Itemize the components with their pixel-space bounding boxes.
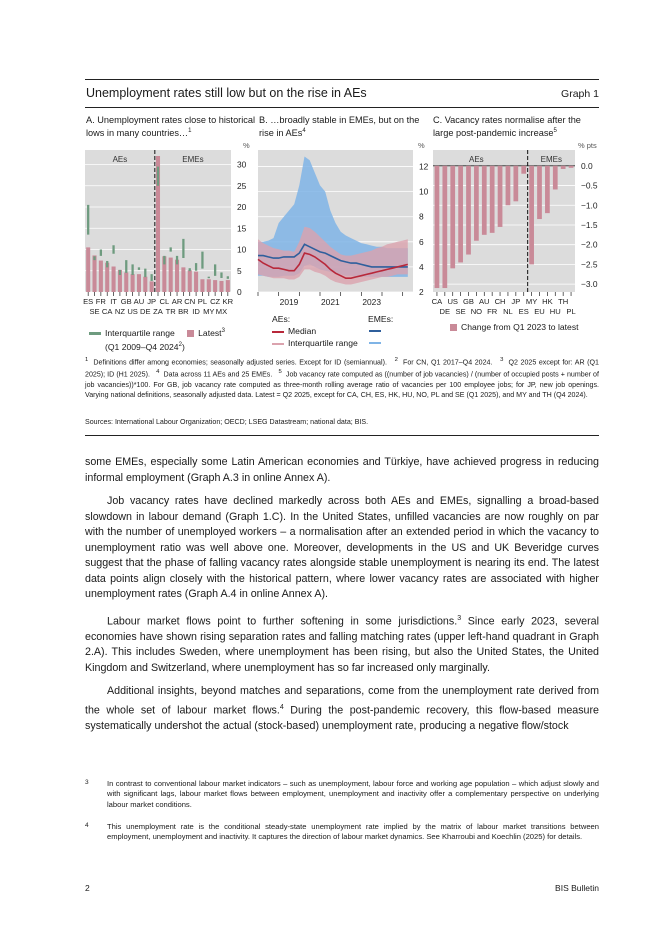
panel-a-range-se (93, 256, 95, 260)
panel-a-xlabel: CN (184, 297, 196, 306)
panel-c-xlabel: PL (566, 307, 576, 316)
panel-a-unit: % (243, 141, 250, 150)
panel-b-xtick-label: 2023 (362, 297, 381, 307)
panel-c-bar-us (450, 166, 455, 269)
panel-b-ytick-label: 6 (419, 236, 424, 247)
panel-a-bar-ar (175, 260, 179, 292)
panel-a-chart (85, 150, 253, 318)
panel-a-xlabel: DE (140, 307, 151, 316)
panel-c-bar-th (561, 166, 566, 169)
panel-c-bar-fr (490, 166, 495, 233)
panel-a-bar-kr (226, 280, 230, 292)
panel-a-bar-gb (124, 272, 128, 292)
panel-a-range-br (182, 239, 184, 258)
panel-a-range-za (157, 167, 159, 186)
panel-a-range-ca (106, 261, 108, 267)
panel-a-ytick-label: 0 (237, 287, 242, 297)
panel-c-bar-se (458, 166, 463, 263)
panel-a-bar-id (194, 272, 198, 292)
legend-range-swatch (89, 332, 101, 335)
chart-sources: Sources: International Labour Organization; OECD; LSEG Datastream; national data; BIS. (85, 418, 369, 426)
panel-c-ytick-label: −2.5 (581, 259, 598, 270)
panel-c-bar-pl (569, 166, 574, 168)
panel-a-xlabel: MY (203, 307, 215, 316)
legend-aes-median-swatch (272, 331, 284, 333)
panel-c-xlabel: NL (503, 307, 513, 316)
panel-a-xlabel: TR (165, 307, 176, 316)
panel-a-range-au (138, 267, 140, 270)
panel-c-bar-nl (506, 166, 511, 205)
panel-a-xlabel: MX (215, 307, 228, 316)
panel-c-xlabel: MY (525, 297, 538, 306)
panel-b-unit: % (418, 141, 425, 150)
panel-c-ytick-label: −1.0 (581, 200, 598, 211)
body-paragraph-4: Additional insights, beyond matches and separations, come from the unemployment rate derived from the whole set of labour market flows.$^4$ During the post-pandemic recovery, this flow-based measure systematically undershot the actual (stock-based) unemployment rate, producing a negative flow/stock (85, 685, 599, 732)
panel-a-bar-cn (188, 270, 192, 292)
panel-c-bar-ch (498, 166, 503, 227)
panel-a-bar-mx (219, 281, 223, 292)
panel-c-bar-no (474, 166, 479, 241)
panel-a-xlabel: PL (197, 297, 208, 306)
panel-a-ytick-label: 25 (237, 180, 247, 191)
panel-c-xlabel: ES (518, 307, 529, 316)
panel-a-range-cz (214, 264, 216, 275)
panel-a-range-mx (220, 272, 222, 278)
panel-c-bar-hk (545, 166, 550, 213)
panel-c-group-aes: AEs (468, 155, 484, 164)
panel-c-xlabel: GB (463, 297, 474, 306)
panel-c-bar-es (521, 166, 526, 174)
graph-title: Unemployment rates still low but on the rise in AEs (86, 86, 367, 100)
panel-a-group-emes: EMEs (182, 155, 204, 164)
panel-b-ytick-label: 2 (419, 287, 424, 297)
panel-a-range-tr (170, 247, 172, 251)
panel-c-chart (433, 150, 603, 318)
panel-a-range-es (87, 205, 89, 235)
panel-c-xlabel: NO (470, 307, 483, 316)
legend-change-swatch (450, 324, 457, 331)
panel-c-ytick-label: −3.0 (581, 279, 598, 290)
panel-c-bar-gb (466, 166, 471, 255)
panel-a-bar-us (131, 274, 135, 292)
panel-b-ytick-label: 4 (419, 261, 424, 272)
legend-aes-iqr-swatch (272, 343, 284, 345)
panel-a-ytick-label: 15 (237, 223, 247, 234)
panel-a-xlabel: FR (95, 297, 106, 306)
panel-c-bar-au (482, 166, 487, 235)
panel-c-xlabel: CH (494, 297, 506, 306)
panel-b-chart (258, 150, 432, 318)
panel-c-bar-hu (553, 166, 558, 190)
panel-a-bar-fr (99, 261, 103, 292)
panel-c-group-emes: EMEs (540, 155, 563, 164)
panel-a-ytick-label: 30 (237, 159, 247, 170)
panel-a-range-nz (119, 270, 121, 275)
panel-c-bar-de (442, 166, 447, 288)
panel-a-ytick-label: 10 (237, 244, 247, 255)
panel-a-range-jp (151, 274, 153, 281)
graph-bottom-rule (85, 435, 599, 436)
panel-a-range-us (131, 264, 133, 275)
panel-a-group-aes: AEs (112, 155, 128, 164)
legend-iqr-label: Interquartile range (288, 338, 358, 348)
panel-a-bar-pl (200, 279, 204, 292)
footnote-3: In contrast to conventional labour market indicators – such as unemployment, labour force and working age population – which adjust slowly and with significant lags, labour market flows between employment, unemployment and inactivity offer a complementary perspective on underlying labour market conditions. (107, 779, 599, 809)
footnote-3-mark: 3 (85, 779, 89, 786)
panel-a-xlabel: KR (222, 297, 234, 306)
panel-a-xlabel: ID (192, 307, 200, 316)
panel-c-ytick-label: 0.0 (581, 160, 593, 171)
panel-a-xlabel: AR (171, 297, 183, 306)
panel-a-legend (89, 325, 259, 353)
panel-a-range-cl (163, 256, 165, 265)
legend-latest-label: Latest (198, 327, 222, 338)
legend-aes-header: AEs: (272, 314, 291, 324)
panel-a-range-my (208, 277, 210, 279)
chart-notes: $^1$ Definitions differ among economies; seasonally adjusted series. Except for ID (semiannual). $^2$ For CN, Q1 2017–Q4 2024. $^3$ Q2 2025 except for: AR (Q1 2025); ID (H1 2025). $^4$ Data across 11 AEs and 25 EMEs. $^5$ Job vacancy rate computed as ((number of job vacancies) / (number of occupied posts + number of job vacancies))*100. For GB, job vacancy rate computed as three-month rolling average ratio of vacancies per 100 employee jobs; for JP, new job openings. Varying national definitions, seasonally adjusted data. Latest = Q2 2025, except for CA, CH, ES, HK, HU, NO, PL and SE (Q1 2025), and MY and TH (Q4 2024). (85, 357, 599, 399)
panel-a-bar-br (181, 267, 185, 292)
panel-a-ytick-label: 20 (237, 202, 247, 212)
panel-a-range-cn (189, 268, 191, 271)
panel-a-range-kr (227, 276, 229, 279)
panel-a-bar-au (137, 274, 141, 292)
legend-median-label: Median (288, 326, 317, 336)
panel-a-xlabel: ZA (153, 307, 163, 316)
panel-a-xlabel: BR (178, 307, 189, 316)
panel-a-bar-de (143, 277, 147, 292)
panel-a-xlabel: AU (133, 297, 145, 306)
panel-c-bar-jp (513, 166, 518, 201)
panel-c-xlabel: AU (478, 297, 490, 306)
panel-a-xlabel: JP (147, 297, 157, 306)
panel-c-bar-ca (435, 166, 440, 288)
publication-name: BIS Bulletin (555, 883, 599, 893)
panel-c-xlabel: FR (487, 307, 498, 316)
page-number: 2 (85, 883, 90, 893)
panel-c-title: C. Vacancy rates normalise after the large post-pandemic increase$^5$ (433, 115, 581, 138)
body-paragraph-1: some EMEs, especially some Latin American economies and Türkiye, have achieved progress in reducing informal employment (Graph A.3 in online Annex A). (85, 456, 599, 484)
panel-a-bar-se (92, 255, 96, 292)
panel-c-xlabel: DE (439, 307, 451, 316)
panel-b-ytick-label: 8 (419, 211, 424, 222)
panel-c-legend (450, 321, 600, 333)
panel-b-xtick-label: 2021 (321, 297, 340, 307)
graph-top-rule (85, 79, 599, 80)
legend-emes-iqr-swatch (369, 342, 381, 344)
panel-c-ytick-label: −1.5 (581, 219, 598, 230)
panel-a-bar-tr (169, 258, 173, 292)
panel-c-unit: % pts (578, 141, 597, 150)
body-paragraph-3: Labour market flows point to further softening in some jurisdictions.$^3$ Since early 2023, several economies have shown rising separation rates and falling matching rates (upper left-hand quadrant in Graph 2.A). This includes Sweden, where unemployment has been rising, but also the United States, the United Kingdom and Switzerland, where unemployment has so far increased only marginally. (85, 614, 600, 674)
legend-emes-header: EMEs: (368, 314, 394, 324)
panel-a-xlabel: SE (89, 307, 100, 316)
panel-a-xlabel: US (127, 307, 138, 316)
panel-c-bar-my (529, 166, 534, 265)
panel-a-bar-jp (150, 281, 154, 292)
panel-a-xlabel: ES (83, 297, 94, 306)
panel-c-xlabel: CA (431, 297, 443, 306)
panel-a-xlabel: NZ (114, 307, 125, 316)
panel-a-range-fr (100, 250, 102, 256)
legend-latest-swatch (187, 330, 194, 337)
panel-c-xlabel: HU (549, 307, 561, 316)
panel-c-ytick-label: −2.0 (581, 239, 598, 250)
panel-a-xlabel: CL (159, 297, 170, 306)
panel-a-title: A. Unemployment rates close to historical lows in many countries…$^1$ (86, 115, 256, 138)
panel-b-legend (272, 313, 422, 349)
panel-a-range-ar (176, 256, 178, 265)
legend-range-row: Interquartile range Latest$^3$ (89, 325, 259, 339)
legend-range-period: (Q1 2009–Q4 2024$^2$) (105, 341, 185, 352)
panel-b-title: B. …broadly stable in EMEs, but on the rise in AEs$^4$ (259, 115, 420, 138)
panel-a-xlabel: GB (120, 297, 132, 306)
panel-c-xlabel: EU (534, 307, 545, 316)
panel-c-xlabel: TH (558, 297, 569, 306)
panel-a-xlabel: CA (101, 307, 113, 316)
footnote-4: This unemployment rate is the conditional steady-state unemployment rate implied by the matrix of labour market transitions between employment, unemployment and inactivity. It captures the direction of labour market dynamics. See Kharroubi and Koechlin (2025) for details. (107, 822, 599, 842)
panel-b-xtick-label: 2019 (279, 297, 299, 307)
body-paragraph-2: Job vacancy rates have declined markedly across both AEs and EMEs, signalling a broad-based slowdown in labour demand (Graph 1.C). In the United States, unfilled vacancies are now roughly on par with the number of unemployed workers – a normalisation after an extended period in which the vacancy to unemployment ratio was well above one. Moreover, developments in the US and UK Beveridge curves suggest that the phase of falling vacancy rates alongside stable unemployment is nearing its end. The latest data points align closely with the historical pattern, where lower vacancy rates are associated with higher unemployment rates (Graph A.4 in online Annex A). (85, 495, 599, 600)
panel-c-ytick-label: −0.5 (581, 180, 598, 191)
panel-c-xlabel: JP (511, 297, 521, 306)
panel-a-ytick-label: 5 (237, 265, 242, 276)
panel-a-bar-es (86, 247, 90, 292)
panel-c-xlabel: SE (455, 307, 466, 316)
graph-number: Graph 1 (561, 88, 599, 100)
legend-emes-median-swatch (369, 330, 381, 332)
graph-title-rule (85, 107, 599, 108)
panel-a-bar-my (207, 279, 211, 292)
panel-a-range-pl (201, 252, 203, 269)
footnote-4-mark: 4 (85, 822, 89, 829)
panel-b-ytick-label: 10 (419, 186, 429, 197)
body-text (85, 455, 599, 742)
legend-change-label: Change from Q1 2023 to latest (461, 322, 579, 332)
panel-a-xlabel: CZ (210, 297, 221, 306)
panel-a-range-it (112, 245, 114, 254)
panel-c-xlabel: HK (542, 297, 553, 306)
panel-c-xlabel: US (447, 297, 459, 306)
panel-a-range-id (195, 263, 197, 271)
legend-range-label: Interquartile range (105, 327, 175, 338)
panel-a-range-gb (125, 260, 127, 273)
panel-a-range-de (144, 269, 146, 278)
panel-a-xlabel: IT (110, 297, 117, 306)
panel-a-bar-cz (213, 280, 217, 292)
panel-a-bar-it (112, 267, 116, 293)
panel-b-ytick-label: 12 (419, 161, 429, 172)
panel-c-bar-eu (537, 166, 542, 219)
